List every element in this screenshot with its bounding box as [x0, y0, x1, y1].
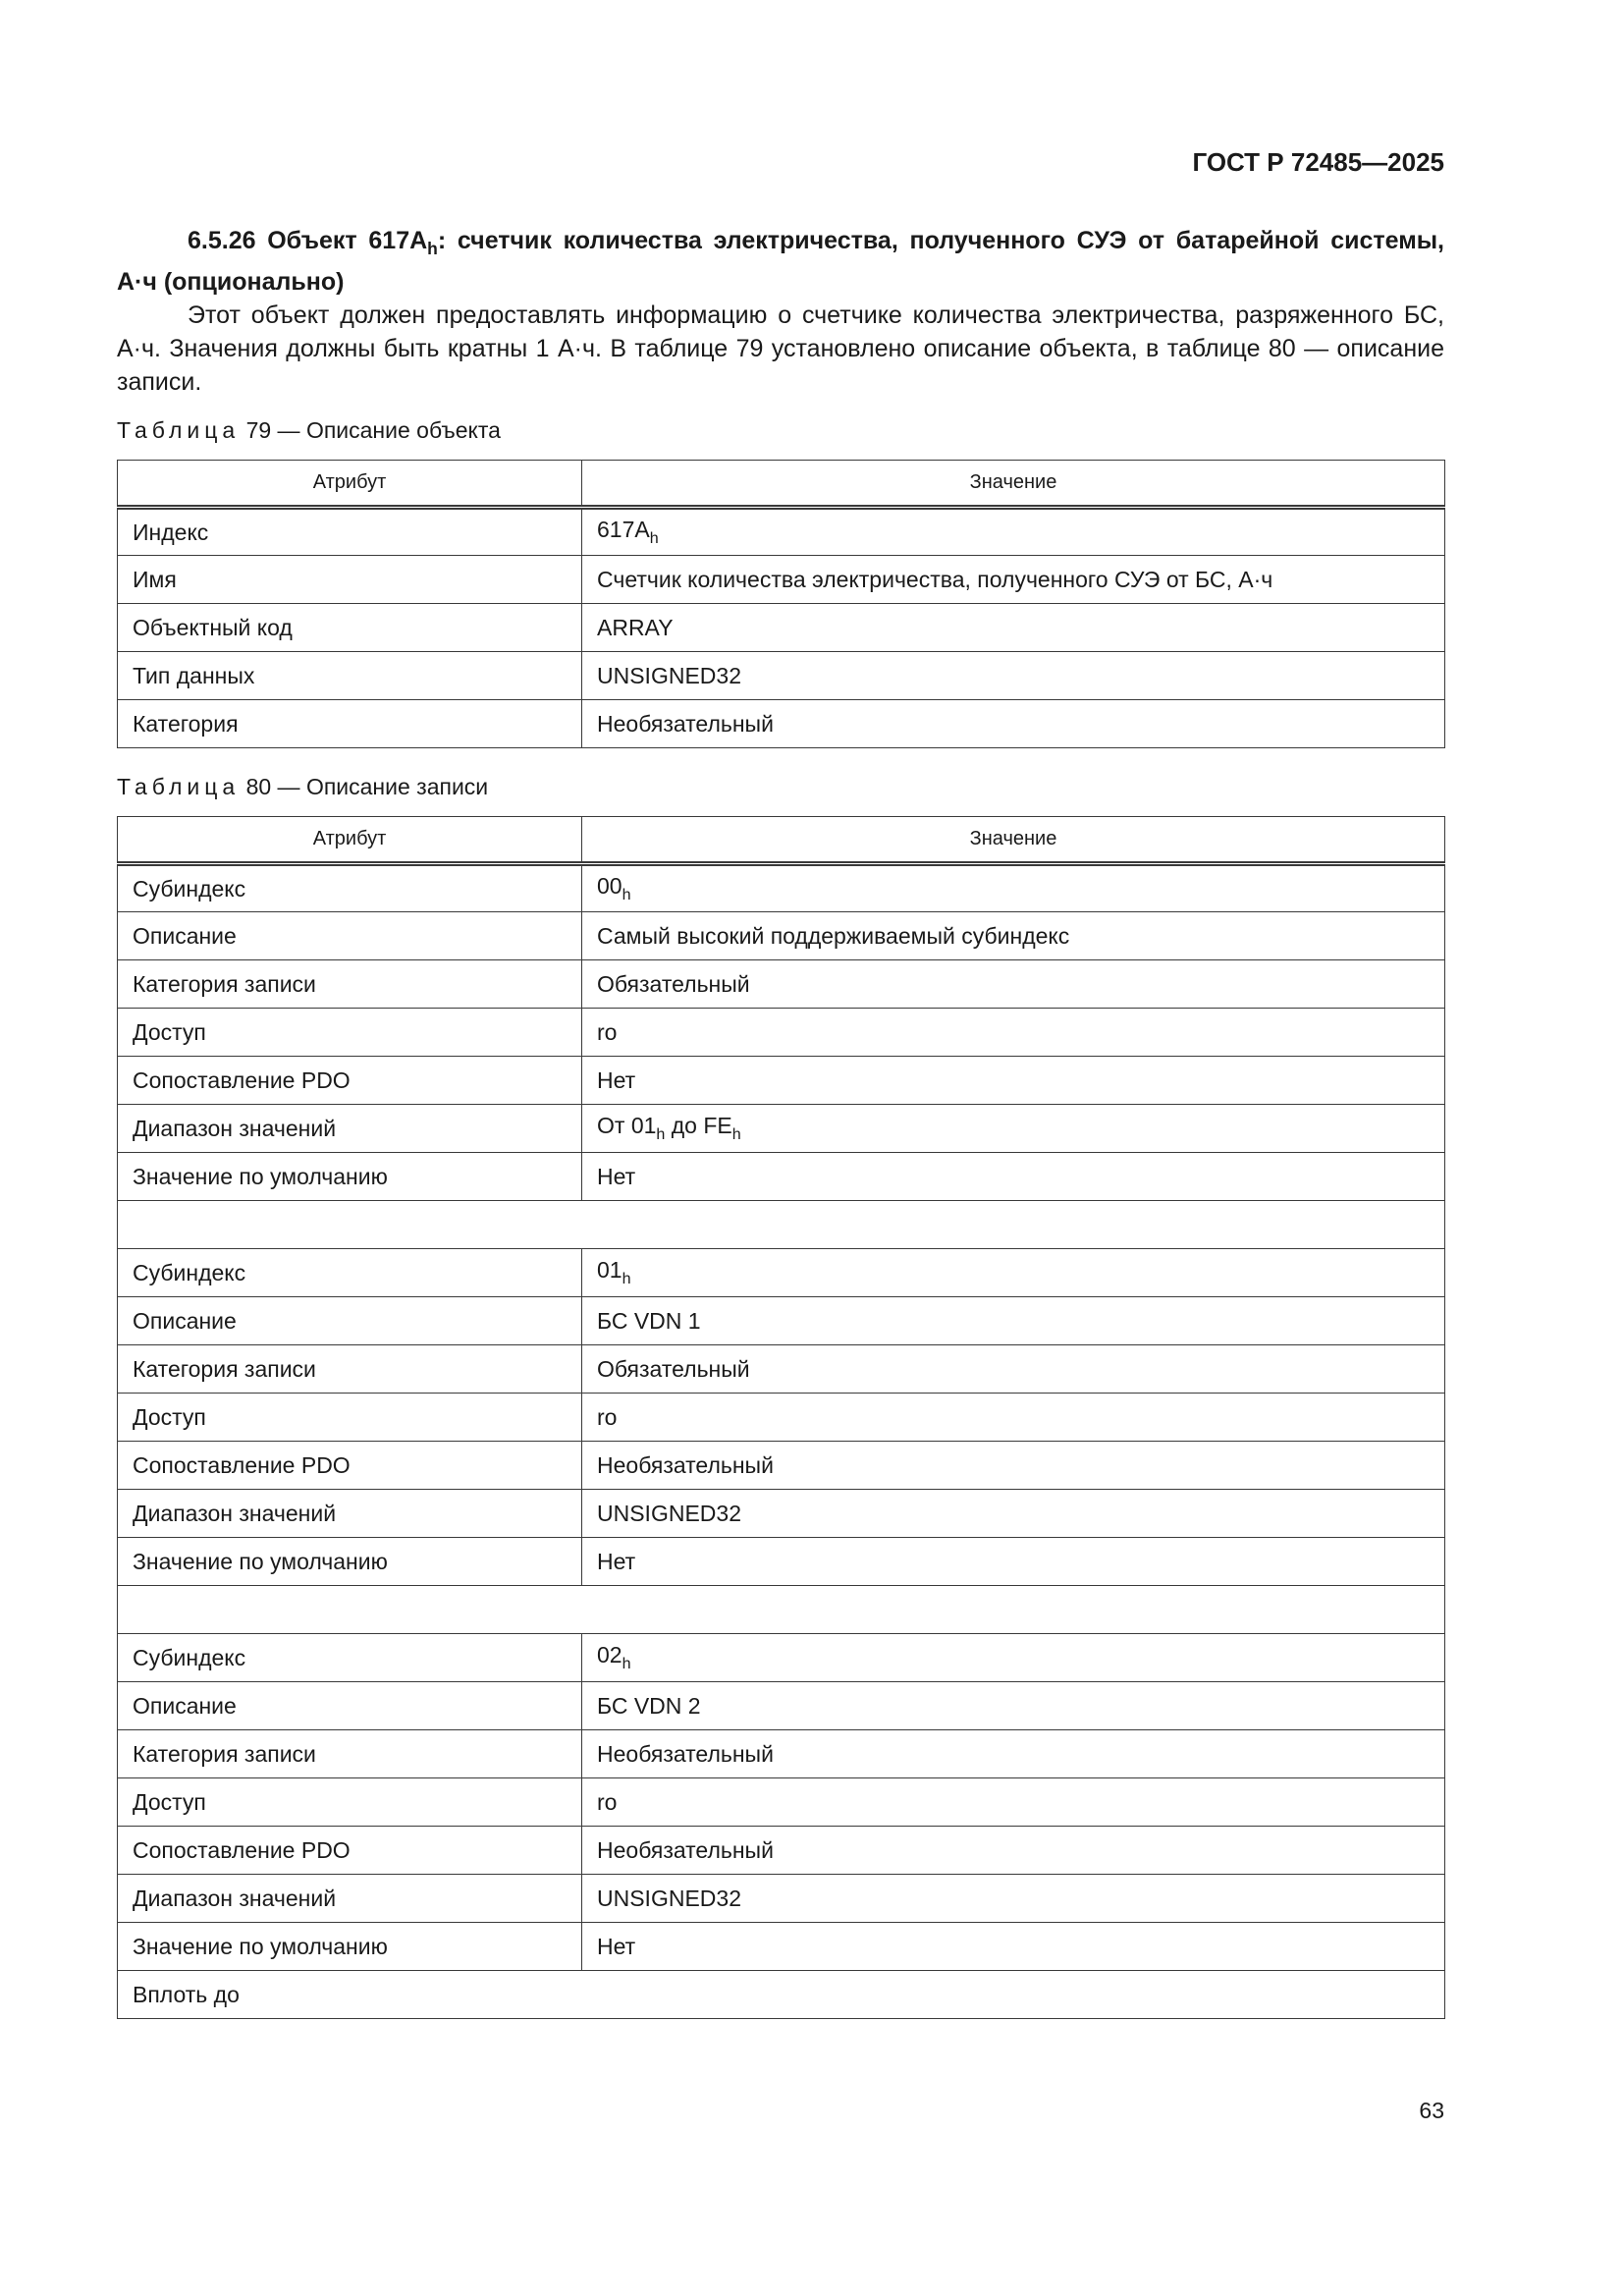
- table-row: [118, 1153, 1445, 1201]
- value-cell: [582, 1345, 1445, 1394]
- value-text: ro: [597, 1018, 618, 1045]
- attribute-cell: Субиндекс: [118, 1634, 582, 1682]
- table-row: [118, 604, 1445, 652]
- value-cell: [582, 508, 1445, 556]
- value-cell: [582, 1682, 1445, 1730]
- attribute-cell: Объектный код: [118, 604, 582, 652]
- table-row: [118, 652, 1445, 700]
- table-row: [118, 1442, 1445, 1490]
- table-header-row: [118, 817, 1445, 864]
- value-cell: [582, 864, 1445, 912]
- attribute-cell: Диапазон значений: [118, 1490, 582, 1538]
- value-cell: [582, 1297, 1445, 1345]
- value-text: Обязательный: [597, 1355, 750, 1382]
- attribute-cell: Категория записи: [118, 1345, 582, 1394]
- value-text: до FE: [665, 1113, 732, 1138]
- value-cell: [582, 960, 1445, 1009]
- table-row: [118, 912, 1445, 960]
- value-text: Необязательный: [597, 1740, 774, 1767]
- attribute-cell: Значение по умолчанию: [118, 1153, 582, 1201]
- value-text: 00: [597, 873, 622, 899]
- value-text: Нет: [597, 1066, 636, 1093]
- value-text: UNSIGNED32: [597, 1885, 741, 1911]
- attribute-cell: Описание: [118, 1297, 582, 1345]
- column-header-value: Значение: [582, 817, 1445, 864]
- table-row: [118, 1538, 1445, 1586]
- attribute-cell: Описание: [118, 1682, 582, 1730]
- value-text: Нет: [597, 1163, 636, 1189]
- column-header-value: Значение: [582, 461, 1445, 508]
- blank-separator-cell: [118, 1201, 1445, 1249]
- attribute-cell: Субиндекс: [118, 1249, 582, 1297]
- value-text: UNSIGNED32: [597, 1500, 741, 1526]
- value-text: 01: [597, 1257, 622, 1283]
- value-cell: [582, 1875, 1445, 1923]
- value-cell: [582, 1827, 1445, 1875]
- table-row: [118, 1923, 1445, 1971]
- section-body: Этот объект должен предоставлять информацию о счетчике количества электричества, разряженного БС, А·ч. Значения должны быть кратны 1 А·ч. В таблице 79 установлено описание объекта, в таблице 80 — описание записи.: [117, 301, 1444, 396]
- column-header-attribute: Атрибут: [118, 817, 582, 864]
- blank-separator-cell: [118, 1586, 1445, 1634]
- table-row: [118, 1730, 1445, 1778]
- table-row: [118, 1394, 1445, 1442]
- value-cell: [582, 1923, 1445, 1971]
- attribute-cell: Диапазон значений: [118, 1105, 582, 1153]
- table-row: [118, 1971, 1445, 2019]
- table-row: [118, 1634, 1445, 1682]
- table-row: [118, 1345, 1445, 1394]
- attribute-cell: Категория записи: [118, 960, 582, 1009]
- attribute-cell: Категория записи: [118, 1730, 582, 1778]
- attribute-cell: Индекс: [118, 508, 582, 556]
- attribute-cell: Субиндекс: [118, 864, 582, 912]
- column-header-attribute: Атрибут: [118, 461, 582, 508]
- table-row: [118, 1682, 1445, 1730]
- table-row: [118, 556, 1445, 604]
- value-cell: [582, 1442, 1445, 1490]
- value-subscript: h: [622, 1270, 631, 1287]
- table-row: [118, 1875, 1445, 1923]
- value-cell: [582, 912, 1445, 960]
- attribute-cell: Доступ: [118, 1009, 582, 1057]
- value-subscript: h: [656, 1125, 666, 1143]
- value-text: ro: [597, 1788, 618, 1815]
- attribute-cell: Доступ: [118, 1394, 582, 1442]
- value-cell: [582, 1394, 1445, 1442]
- value-subscript: h: [731, 1125, 741, 1143]
- value-cell: [582, 1057, 1445, 1105]
- value-subscript: h: [622, 886, 631, 903]
- value-subscript: h: [622, 1655, 631, 1672]
- table-row: [118, 1249, 1445, 1297]
- value-cell: [582, 1778, 1445, 1827]
- attribute-cell: Диапазон значений: [118, 1875, 582, 1923]
- value-cell: [582, 1249, 1445, 1297]
- value-text: БС VDN 2: [597, 1692, 701, 1719]
- attribute-cell: Сопоставление PDO: [118, 1442, 582, 1490]
- value-cell: [582, 1730, 1445, 1778]
- page-number: 63: [1419, 2098, 1444, 2123]
- table-row: [118, 1827, 1445, 1875]
- value-text: ro: [597, 1403, 618, 1430]
- value-text: Самый высокий поддерживаемый субиндекс: [597, 922, 1070, 949]
- value-text: 617A: [597, 517, 650, 542]
- value-text: БС VDN 1: [597, 1307, 701, 1334]
- value-cell: [582, 1009, 1445, 1057]
- table-row: [118, 1490, 1445, 1538]
- section-title: 6.5.26 Объект $617A_h$: счетчик количества электричества, полученного СУЭ от батарейной системы, А·ч (опционально): [117, 227, 1445, 296]
- table-row: [118, 508, 1445, 556]
- blank-separator-row: [118, 1586, 1445, 1634]
- value-cell: [582, 1634, 1445, 1682]
- value-cell: [582, 1538, 1445, 1586]
- table-row: [118, 1778, 1445, 1827]
- span-cell: Вплоть до: [118, 1971, 1445, 2019]
- value-text: Обязательный: [597, 970, 750, 997]
- attribute-cell: Сопоставление PDO: [118, 1827, 582, 1875]
- value-cell: [582, 1490, 1445, 1538]
- value-text: Необязательный: [597, 1451, 774, 1478]
- value-cell: [582, 604, 1445, 652]
- table-80-entry-description: [117, 816, 1445, 2019]
- table-row: [118, 960, 1445, 1009]
- value-cell: [582, 652, 1445, 700]
- table-80-caption: Таблица 80 — Описание записи: [117, 774, 489, 799]
- attribute-cell: Тип данных: [118, 652, 582, 700]
- table-row: [118, 864, 1445, 912]
- table-row: [118, 1057, 1445, 1105]
- value-text: ARRAY: [597, 614, 674, 640]
- attribute-cell: Имя: [118, 556, 582, 604]
- blank-separator-row: [118, 1201, 1445, 1249]
- attribute-cell: Значение по умолчанию: [118, 1538, 582, 1586]
- attribute-cell: Описание: [118, 912, 582, 960]
- value-text: UNSIGNED32: [597, 662, 741, 688]
- section-6-5-26: [117, 224, 1444, 399]
- value-text: Нет: [597, 1933, 636, 1959]
- value-text: Необязательный: [597, 710, 774, 737]
- table-header-row: [118, 461, 1445, 508]
- table-79-caption: Таблица 79 — Описание объекта: [117, 417, 501, 443]
- value-text: От 01: [597, 1113, 657, 1138]
- table-row: [118, 1297, 1445, 1345]
- table-row: [118, 700, 1445, 748]
- attribute-cell: Доступ: [118, 1778, 582, 1827]
- value-cell: [582, 556, 1445, 604]
- table-row: [118, 1105, 1445, 1153]
- attribute-cell: Сопоставление PDO: [118, 1057, 582, 1105]
- value-text: Нет: [597, 1548, 636, 1574]
- table-79-object-description: [117, 460, 1445, 748]
- standard-designation: ГОСТ Р 72485—2025: [1192, 147, 1444, 177]
- attribute-cell: Значение по умолчанию: [118, 1923, 582, 1971]
- table-row: [118, 1009, 1445, 1057]
- value-cell: [582, 1153, 1445, 1201]
- value-cell: [582, 700, 1445, 748]
- value-cell: [582, 1105, 1445, 1153]
- value-text: 02: [597, 1642, 622, 1667]
- value-text: Счетчик количества электричества, полученного СУЭ от БС, А·ч: [597, 566, 1273, 592]
- attribute-cell: Категория: [118, 700, 582, 748]
- value-text: Необязательный: [597, 1836, 774, 1863]
- value-subscript: h: [649, 529, 659, 547]
